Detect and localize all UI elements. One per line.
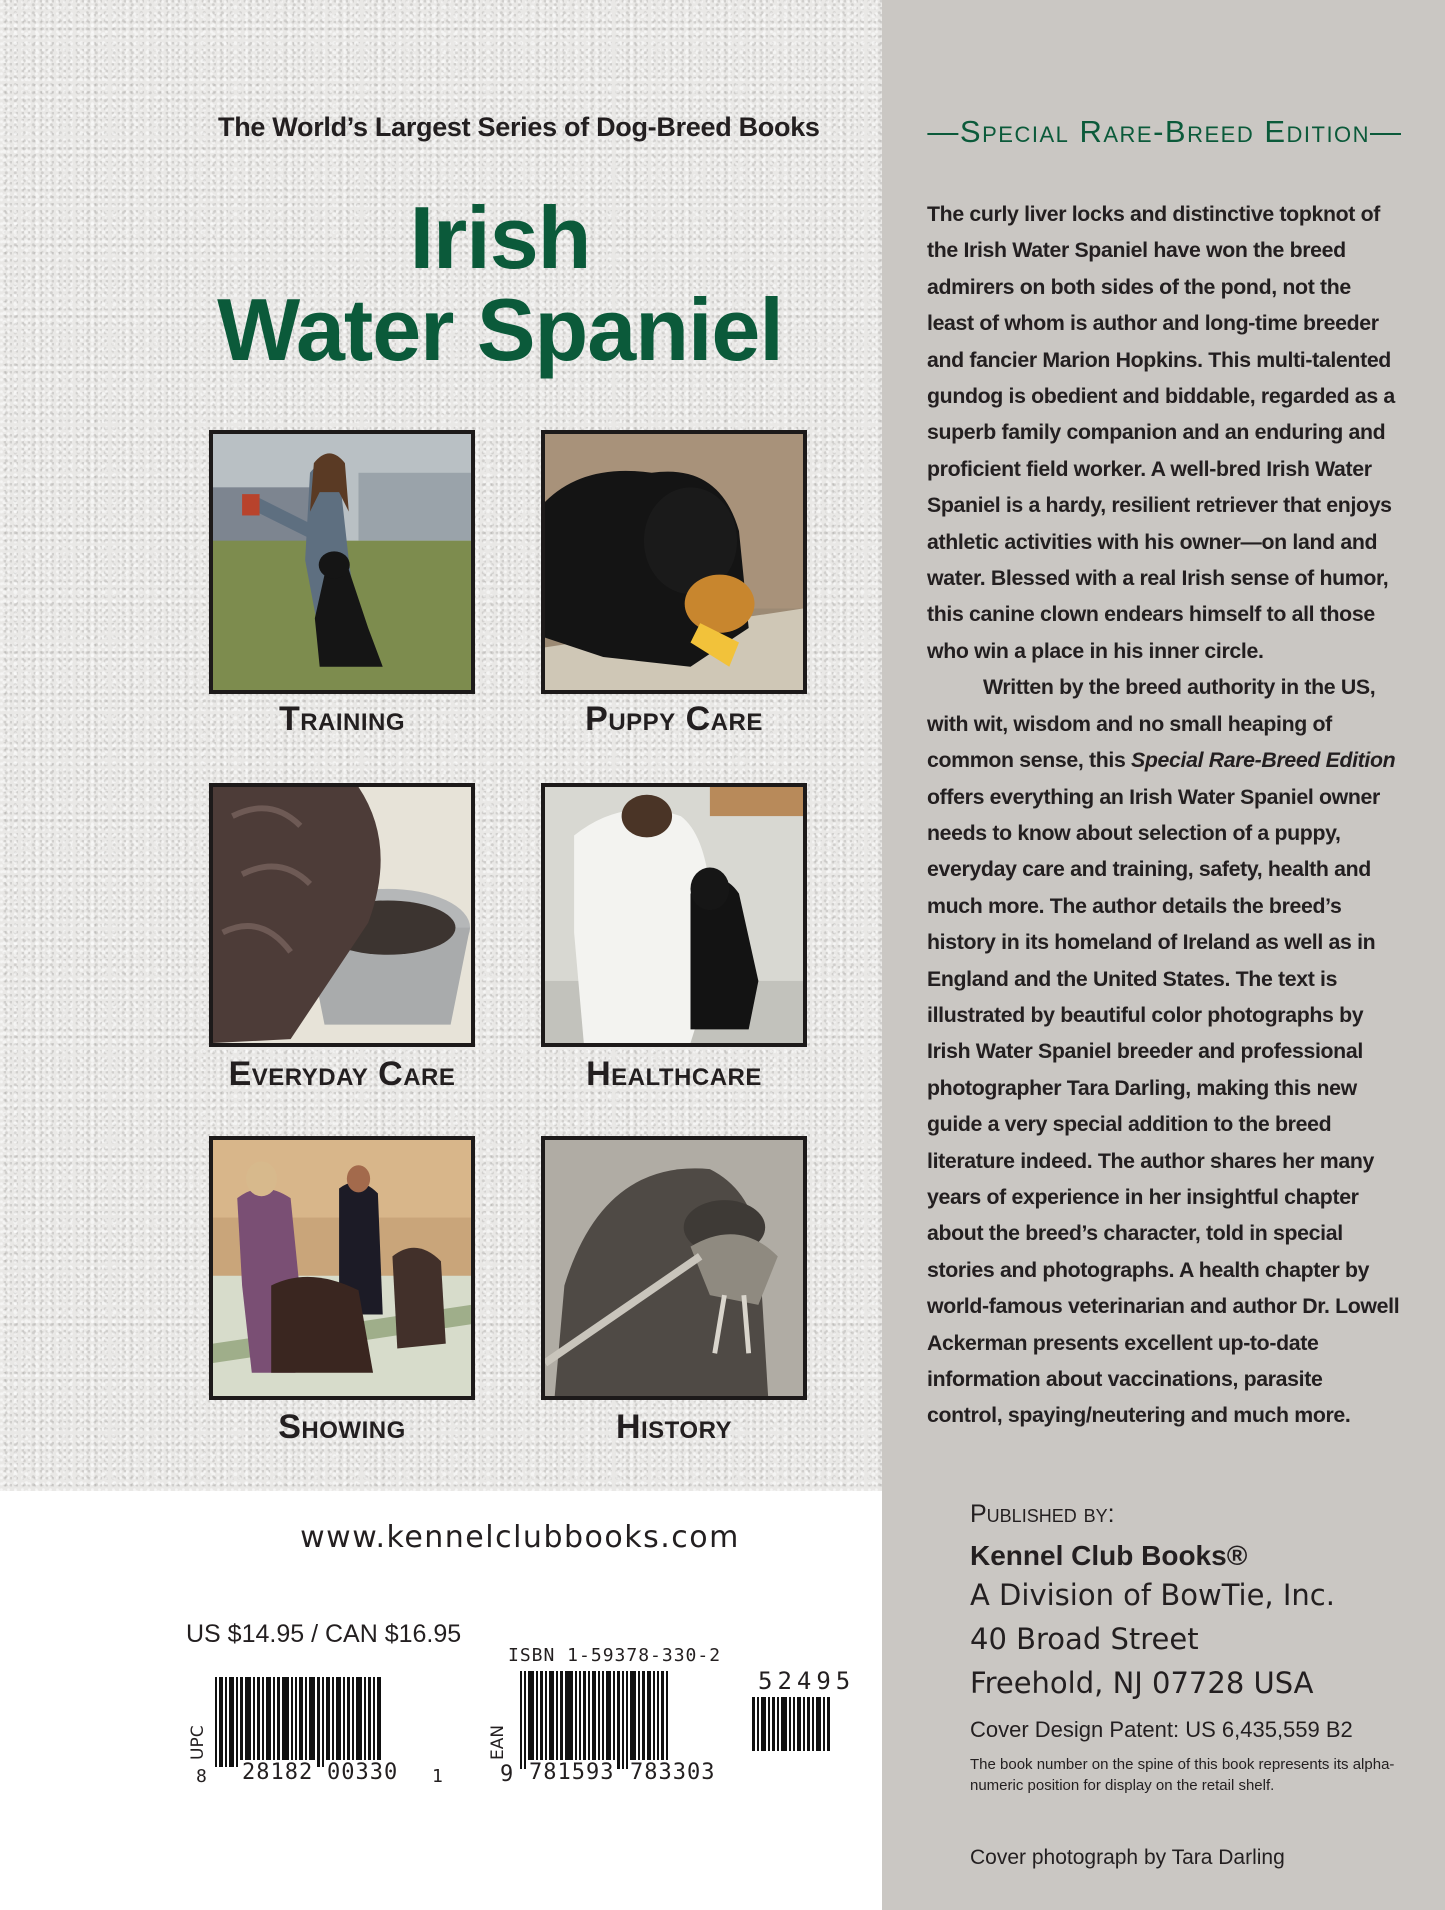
- publisher-city: Freehold, NJ 07728 USA: [970, 1666, 1314, 1700]
- isbn-number: ISBN 1-59378-330-2: [508, 1645, 722, 1666]
- photo-showing: [209, 1136, 475, 1400]
- series-tagline: The World’s Largest Series of Dog-Breed Books: [218, 112, 820, 142]
- price-label: US $14.95 / CAN $16.95: [186, 1620, 462, 1648]
- upc-first-digit: 8: [196, 1766, 208, 1787]
- published-by-label: Published by:: [970, 1500, 1115, 1528]
- addon-digits: 52495: [758, 1667, 856, 1695]
- upc-right-digits: 00330: [327, 1760, 399, 1785]
- description-text: offers everything an Irish Water Spaniel owner needs to know about selection of a puppy, everyday care and training, safety, health and much more. The author details the breed’s history in its homeland of Ireland as well as in England and the United States. The text is illustrated by beautiful color photographs by Irish Water Spaniel breeder and professional photographer Tara Darling, making this new guide a very special addition to the breed literature indeed. The author shares her many years of experience in her insightful chapter about the breed’s character, told in special stories and photographs. A health chapter by world-famous veterinarian and author Dr. Lowell Ackerman presents excellent up-to-date information about vaccinations, parasite control, spaying/neutering and much more.: [927, 784, 1400, 1428]
- ean-barcode: [520, 1671, 730, 1769]
- publisher-street: 40 Broad Street: [970, 1622, 1199, 1656]
- edition-name-italic: Special Rare-Breed Edition: [1131, 748, 1396, 773]
- edition-heading: —Special Rare-Breed Edition—: [927, 114, 1403, 149]
- website-url: www.kennelclubbooks.com: [300, 1520, 740, 1555]
- spine-number-note: The book number on the spine of this book represents its alpha-numeric position for display on the retail shelf.: [970, 1756, 1395, 1794]
- caption-puppy-care: Puppy Care: [585, 700, 763, 738]
- cover-photo-credit: Cover photograph by Tara Darling: [970, 1846, 1285, 1869]
- photo-training: [209, 430, 475, 694]
- upc-label: UPC: [188, 1725, 208, 1760]
- description-paragraph-1: The curly liver locks and distinctive topknot of the Irish Water Spaniel have won the breed admirers on both sides of the pond, not the least of whom is author and long-time breeder and fancier Marion Hopkins. This multi-talented gundog is obedient and biddable, regarded as a superb family companion and an enduring and proficient field worker. A well-bred Irish Water Spaniel is a hardy, resilient retriever that enjoys athletic activities with his owner—on land and water. Blessed with a real Irish sense of humor, this canine clown endears himself to all those who win a place in his inner circle.: [927, 202, 1395, 663]
- upc-left-digits: 28182: [242, 1760, 314, 1785]
- book-description: [927, 196, 1403, 1434]
- ean-left-digits: 781593: [529, 1760, 615, 1785]
- title-line-2: Water Spaniel: [217, 280, 783, 379]
- photo-puppy-care: [541, 430, 807, 694]
- description-text: Written by the breed authority in the US, with wit, wisdom and no small heaping of common sense, this: [927, 675, 1376, 773]
- photo-history: [541, 1136, 807, 1400]
- caption-training: Training: [278, 700, 406, 738]
- caption-showing: Showing: [278, 1408, 406, 1446]
- caption-everyday-care: Everyday Care: [228, 1055, 456, 1093]
- cover-patent: Cover Design Patent: US 6,435,559 B2: [970, 1717, 1353, 1742]
- publisher-division: A Division of BowTie, Inc.: [970, 1578, 1335, 1612]
- book-title: [150, 188, 850, 379]
- publisher-name: Kennel Club Books®: [970, 1540, 1248, 1571]
- photo-everyday-care: [209, 783, 475, 1047]
- addon-barcode: [752, 1697, 858, 1751]
- caption-healthcare: Healthcare: [586, 1055, 762, 1093]
- title-line-1: Irish: [409, 188, 591, 287]
- ean-label: EAN: [488, 1724, 508, 1760]
- upc-last-digit: 1: [432, 1766, 444, 1787]
- caption-history: History: [615, 1408, 733, 1446]
- description-paragraph-2: [927, 669, 1403, 1434]
- photo-healthcare: [541, 783, 807, 1047]
- ean-right-digits: 783303: [630, 1760, 716, 1785]
- upc-barcode: [215, 1677, 425, 1767]
- ean-first-digit: 9: [500, 1762, 515, 1787]
